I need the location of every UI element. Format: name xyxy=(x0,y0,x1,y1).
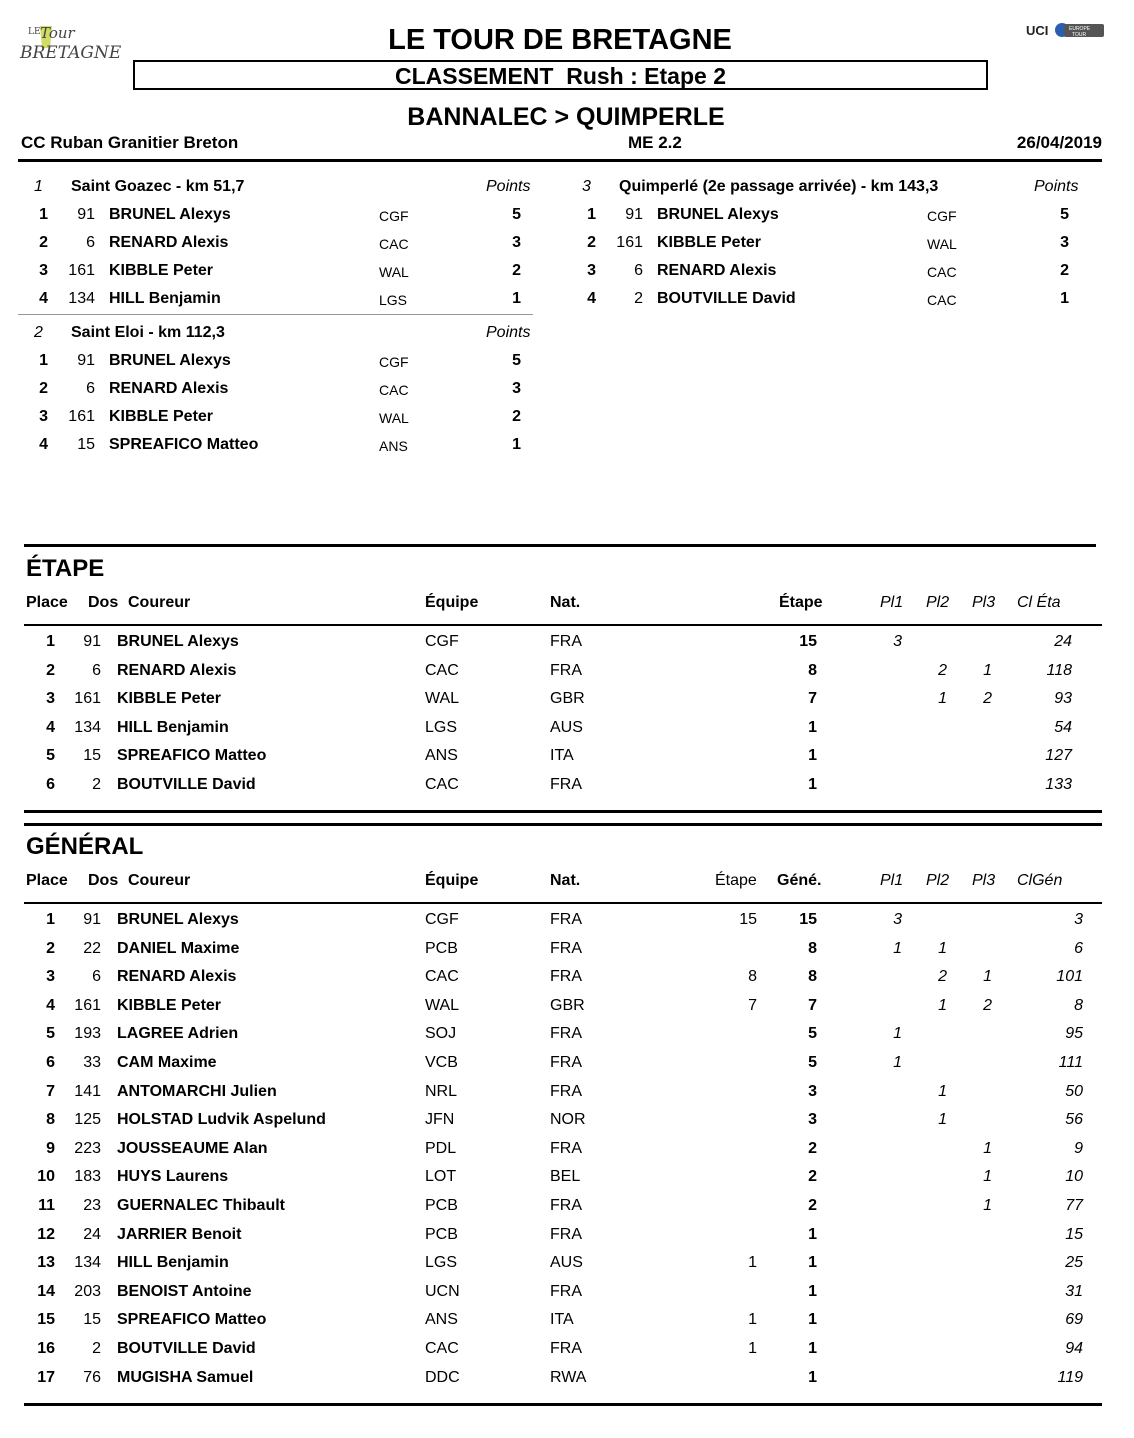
general-points: 5 xyxy=(808,1054,817,1071)
rider-team: LGS xyxy=(425,1254,458,1272)
rider-bib: 24 xyxy=(83,1225,101,1243)
sprint-title: Saint Eloi - km 112,3 xyxy=(71,324,225,341)
rider-bib: 203 xyxy=(74,1282,101,1300)
rider-place: 1 xyxy=(39,352,48,369)
general-rank: 25 xyxy=(1065,1254,1083,1272)
rider-name: BRUNEL Alexys xyxy=(109,206,231,223)
svg-text:LE: LE xyxy=(28,27,41,37)
rider-place: 1 xyxy=(46,633,55,650)
col-place: Place xyxy=(26,594,68,611)
sprint1-points: 1 xyxy=(893,939,902,957)
rider-place: 2 xyxy=(39,380,48,397)
rider-name: KIBBLE Peter xyxy=(117,690,222,708)
col-pl3: Pl3 xyxy=(972,872,996,889)
rider-team: LOT xyxy=(425,1168,457,1186)
general-points: 1 xyxy=(808,1225,817,1243)
rider-team: CGF xyxy=(425,911,459,928)
rider-place: 3 xyxy=(39,408,48,425)
rider-bib: 193 xyxy=(74,1025,101,1043)
general-rank: 10 xyxy=(1065,1168,1083,1186)
rider-nationality: NOR xyxy=(550,1111,586,1129)
sprint3-points: 1 xyxy=(983,1197,992,1214)
svg-text:Tour: Tour xyxy=(40,24,75,42)
rider-bib: 91 xyxy=(77,352,95,369)
rider-bib: 91 xyxy=(83,911,101,928)
rider-place: 11 xyxy=(38,1197,55,1214)
general-rank: 31 xyxy=(1065,1282,1083,1300)
sprint2-points: 2 xyxy=(938,661,947,679)
rider-place: 4 xyxy=(46,718,55,736)
rider-bib: 6 xyxy=(92,661,101,679)
rider-bib: 6 xyxy=(92,968,101,986)
rider-team: SOJ xyxy=(425,1025,457,1043)
rider-name: BENOIST Antoine xyxy=(117,1282,252,1300)
sprint3-points: 2 xyxy=(983,690,992,708)
rider-nationality: RWA xyxy=(550,1368,587,1386)
classification-subtitle: CLASSEMENT Rush : Etape 2 xyxy=(395,63,726,89)
general-points: 3 xyxy=(808,1082,817,1100)
col-rank: Cl Éta xyxy=(1017,594,1061,611)
rider-team: JFN xyxy=(425,1111,455,1129)
rider-team: LGS xyxy=(379,292,408,308)
rider-name: BRUNEL Alexys xyxy=(117,911,239,928)
sprint1-points: 1 xyxy=(893,1054,902,1071)
rider-team: WAL xyxy=(425,996,460,1014)
general-points: 1 xyxy=(808,1368,817,1386)
rider-name: JARRIER Benoit xyxy=(117,1225,242,1243)
rider-team: CAC xyxy=(379,236,409,252)
page-title: LE TOUR DE BRETAGNE xyxy=(388,24,732,56)
rider-nationality: ITA xyxy=(550,1311,574,1329)
rider-bib: 161 xyxy=(68,262,95,279)
rider-team: PDL xyxy=(425,1139,457,1157)
sprint2-points: 1 xyxy=(938,690,947,708)
rider-place: 1 xyxy=(39,206,48,223)
rider-nationality: GBR xyxy=(550,690,585,708)
rider-team: WAL xyxy=(425,690,460,708)
rider-bib: 134 xyxy=(74,1254,101,1272)
rider-nationality: FRA xyxy=(550,1054,582,1071)
rider-place: 4 xyxy=(39,436,48,453)
rider-nationality: FRA xyxy=(550,1025,582,1043)
rider-nationality: FRA xyxy=(550,1082,582,1100)
general-points: 2 xyxy=(808,1168,817,1186)
general-rank: 95 xyxy=(1065,1025,1083,1043)
rider-bib: 2 xyxy=(92,1340,101,1357)
rider-name: ANTOMARCHI Julien xyxy=(117,1082,277,1100)
race-date: 26/04/2019 xyxy=(1016,133,1102,152)
stage-points: 15 xyxy=(739,911,757,928)
rider-bib: 161 xyxy=(616,234,643,251)
rider-bib: 141 xyxy=(74,1082,101,1100)
rider-nationality: FRA xyxy=(550,939,582,957)
general-rank: 101 xyxy=(1056,968,1083,986)
rider-place: 4 xyxy=(587,290,596,307)
rider-nationality: FRA xyxy=(550,1340,582,1357)
rider-points: 3 xyxy=(1060,234,1069,251)
rider-place: 14 xyxy=(37,1282,55,1300)
stage-points: 1 xyxy=(808,718,817,736)
rider-points: 3 xyxy=(512,380,521,397)
rider-place: 4 xyxy=(39,290,48,307)
col-gen: Géné. xyxy=(777,872,822,889)
sprint-title: Quimperlé (2e passage arrivée) - km 143,3 xyxy=(619,178,939,195)
rider-team: DDC xyxy=(425,1368,460,1386)
stage-points: 7 xyxy=(748,996,757,1014)
sprint2-points: 1 xyxy=(938,939,947,957)
rider-name: KIBBLE Peter xyxy=(657,234,762,251)
col-rider: Coureur xyxy=(128,872,191,889)
rider-name: JOUSSEAUME Alan xyxy=(117,1139,268,1157)
rider-bib: 91 xyxy=(77,206,95,223)
svg-text:UCI: UCI xyxy=(1026,23,1049,38)
col-place: Place xyxy=(26,872,68,889)
rider-name: HILL Benjamin xyxy=(109,290,221,307)
rider-nationality: GBR xyxy=(550,996,585,1014)
general-points: 7 xyxy=(808,996,817,1014)
general-rank: 3 xyxy=(1074,911,1083,928)
rider-name: KIBBLE Peter xyxy=(109,262,214,279)
col-pl1: Pl1 xyxy=(880,594,904,611)
rider-place: 3 xyxy=(587,262,596,279)
rider-nationality: FRA xyxy=(550,1225,582,1243)
general-rank: 119 xyxy=(1057,1368,1083,1386)
rider-place: 5 xyxy=(46,1025,55,1043)
rider-team: PCB xyxy=(425,1197,458,1214)
rider-team: CGF xyxy=(927,208,957,224)
rider-bib: 33 xyxy=(83,1054,101,1071)
etape-bottom-rule xyxy=(24,810,1102,813)
rider-name: BOUTVILLE David xyxy=(117,1340,256,1357)
stage-points: 7 xyxy=(808,690,817,708)
etape-header-rule xyxy=(24,624,1102,626)
stage-rank: 127 xyxy=(1045,747,1072,765)
sprint2-points: 2 xyxy=(938,968,947,986)
rider-place: 5 xyxy=(46,747,55,765)
rider-place: 3 xyxy=(39,262,48,279)
general-top-rule xyxy=(24,823,1102,826)
col-stage: Étape xyxy=(715,872,757,889)
rider-bib: 6 xyxy=(86,234,95,251)
general-points: 1 xyxy=(808,1282,817,1300)
rider-team: CAC xyxy=(927,264,957,280)
rider-bib: 23 xyxy=(83,1197,101,1214)
general-points: 15 xyxy=(799,911,817,928)
rider-points: 2 xyxy=(512,408,521,425)
rider-team: CAC xyxy=(379,382,409,398)
rider-bib: 2 xyxy=(634,290,643,307)
race-category: ME 2.2 xyxy=(628,133,682,152)
rider-name: SPREAFICO Matteo xyxy=(109,436,259,453)
col-pl2: Pl2 xyxy=(926,594,950,611)
rider-place: 1 xyxy=(46,911,55,928)
col-pl2: Pl2 xyxy=(926,872,950,889)
rider-points: 5 xyxy=(512,206,521,223)
general-bottom-rule xyxy=(24,1403,1102,1406)
rider-place: 4 xyxy=(46,996,55,1014)
etape-top-rule xyxy=(24,544,1096,547)
rider-bib: 6 xyxy=(86,380,95,397)
col-dos: Dos xyxy=(88,594,119,611)
rider-name: HOLSTAD Ludvik Aspelund xyxy=(117,1111,326,1129)
rider-name: KIBBLE Peter xyxy=(109,408,214,425)
header-divider xyxy=(18,159,1102,162)
stage-rank: 54 xyxy=(1054,718,1072,736)
rider-team: UCN xyxy=(425,1282,460,1300)
rider-name: HILL Benjamin xyxy=(117,718,229,736)
stage-rank: 93 xyxy=(1054,690,1072,708)
stage-points: 1 xyxy=(748,1254,757,1272)
stage-points: 1 xyxy=(748,1340,757,1357)
general-points: 1 xyxy=(808,1254,817,1272)
stage-points: 15 xyxy=(799,633,817,650)
svg-text:TOUR: TOUR xyxy=(1072,32,1087,38)
rider-bib: 2 xyxy=(92,776,101,793)
rider-bib: 223 xyxy=(74,1139,101,1157)
rider-team: PCB xyxy=(425,939,458,957)
rider-team: CGF xyxy=(379,354,409,370)
stage-points: 1 xyxy=(808,747,817,765)
sprint-points-header: Points xyxy=(486,324,531,341)
rider-name: CAM Maxime xyxy=(117,1054,217,1071)
col-dos: Dos xyxy=(88,872,119,889)
sprint1-points: 3 xyxy=(893,633,902,650)
rider-points: 1 xyxy=(1060,290,1069,307)
rider-bib: 15 xyxy=(83,747,101,765)
col-rank: ClGén xyxy=(1017,872,1063,889)
rider-nationality: FRA xyxy=(550,633,582,650)
sprint3-points: 1 xyxy=(983,1168,992,1186)
rider-team: NRL xyxy=(425,1082,458,1100)
general-rank: 6 xyxy=(1074,939,1083,957)
rider-place: 7 xyxy=(46,1082,55,1100)
rider-team: WAL xyxy=(927,236,957,252)
rider-place: 6 xyxy=(46,1054,55,1071)
rider-name: LAGREE Adrien xyxy=(117,1025,239,1043)
stage-rank: 24 xyxy=(1054,633,1072,650)
rider-team: WAL xyxy=(379,264,409,280)
stage-points: 1 xyxy=(748,1311,757,1329)
rider-bib: 161 xyxy=(74,996,101,1014)
rider-name: DANIEL Maxime xyxy=(117,939,240,957)
rider-place: 16 xyxy=(37,1340,55,1357)
rider-place: 2 xyxy=(587,234,596,251)
rider-bib: 125 xyxy=(74,1111,101,1129)
rider-name: BOUTVILLE David xyxy=(117,776,256,793)
sprint2-points: 1 xyxy=(938,1111,947,1129)
rider-bib: 6 xyxy=(634,262,643,279)
general-rank: 9 xyxy=(1074,1139,1083,1157)
rider-name: RENARD Alexis xyxy=(117,968,237,986)
stage-route: BANNALEC > QUIMPERLE xyxy=(407,103,725,131)
rider-nationality: FRA xyxy=(550,661,582,679)
col-pl3: Pl3 xyxy=(972,594,996,611)
rider-points: 1 xyxy=(512,290,521,307)
sprint3-points: 1 xyxy=(983,1139,992,1157)
sprint-divider xyxy=(18,314,533,315)
rider-team: VCB xyxy=(425,1054,458,1071)
rider-team: CAC xyxy=(927,292,957,308)
rider-bib: 76 xyxy=(83,1368,101,1386)
rider-nationality: FRA xyxy=(550,776,582,793)
rider-place: 2 xyxy=(46,661,55,679)
rider-team: ANS xyxy=(379,438,408,454)
general-points: 5 xyxy=(808,1025,817,1043)
rider-name: SPREAFICO Matteo xyxy=(117,1311,267,1329)
rider-points: 5 xyxy=(1060,206,1069,223)
rider-points: 1 xyxy=(512,436,521,453)
rider-nationality: FRA xyxy=(550,1139,582,1157)
col-pl1: Pl1 xyxy=(880,872,904,889)
rider-place: 3 xyxy=(46,968,55,986)
general-rank: 8 xyxy=(1074,996,1083,1014)
rider-nationality: AUS xyxy=(550,1254,583,1272)
rider-place: 13 xyxy=(37,1254,55,1272)
general-points: 8 xyxy=(808,968,817,986)
rider-name: BOUTVILLE David xyxy=(657,290,796,307)
rider-bib: 134 xyxy=(74,718,101,736)
rider-team: LGS xyxy=(425,718,458,736)
sprint1-points: 1 xyxy=(893,1025,902,1043)
col-rider: Coureur xyxy=(128,594,191,611)
rider-place: 10 xyxy=(37,1168,55,1186)
sprint2-points: 1 xyxy=(938,996,947,1014)
rider-nationality: ITA xyxy=(550,747,574,765)
rider-place: 3 xyxy=(46,690,55,708)
rider-place: 2 xyxy=(39,234,48,251)
rider-name: SPREAFICO Matteo xyxy=(117,747,267,765)
rider-name: RENARD Alexis xyxy=(657,262,777,279)
organizer: CC Ruban Granitier Breton xyxy=(21,133,239,152)
rider-team: CGF xyxy=(425,633,459,650)
rider-name: RENARD Alexis xyxy=(109,234,229,251)
rider-bib: 183 xyxy=(74,1168,101,1186)
rider-name: RENARD Alexis xyxy=(109,380,229,397)
general-points: 8 xyxy=(808,939,817,957)
general-rank: 69 xyxy=(1065,1311,1083,1329)
rider-points: 2 xyxy=(512,262,521,279)
rider-bib: 91 xyxy=(625,206,643,223)
rider-team: ANS xyxy=(425,747,458,765)
general-points: 1 xyxy=(808,1311,817,1329)
rider-bib: 161 xyxy=(68,408,95,425)
general-points: 1 xyxy=(808,1340,817,1357)
sprint3-points: 2 xyxy=(983,996,992,1014)
general-rank: 56 xyxy=(1065,1111,1083,1129)
etape-section-title: ÉTAPE xyxy=(26,555,105,582)
rider-team: WAL xyxy=(379,410,409,426)
col-stage: Étape xyxy=(779,594,823,611)
rider-points: 3 xyxy=(512,234,521,251)
rider-team: CGF xyxy=(379,208,409,224)
rider-place: 2 xyxy=(46,939,55,957)
stage-points: 1 xyxy=(808,776,817,793)
sprint-number: 1 xyxy=(34,178,43,195)
general-points: 2 xyxy=(808,1197,817,1214)
rider-name: MUGISHA Samuel xyxy=(117,1368,254,1386)
rider-name: HUYS Laurens xyxy=(117,1168,229,1186)
rider-name: HILL Benjamin xyxy=(117,1254,229,1272)
general-points: 2 xyxy=(808,1139,817,1157)
sprint1-points: 3 xyxy=(893,911,902,928)
general-rank: 50 xyxy=(1065,1082,1083,1100)
general-rank: 111 xyxy=(1058,1054,1083,1071)
rider-bib: 161 xyxy=(74,690,101,708)
rider-team: CAC xyxy=(425,776,459,793)
col-team: Équipe xyxy=(425,872,479,889)
rider-bib: 22 xyxy=(83,939,101,957)
stage-points: 8 xyxy=(808,661,817,679)
rider-name: GUERNALEC Thibault xyxy=(117,1197,285,1214)
svg-text:BRETAGNE: BRETAGNE xyxy=(20,43,122,63)
rider-nationality: AUS xyxy=(550,718,583,736)
sprint3-points: 1 xyxy=(983,661,992,679)
col-nat: Nat. xyxy=(550,872,581,889)
sprint-points-header: Points xyxy=(1034,178,1079,195)
rider-place: 15 xyxy=(37,1311,55,1329)
rider-nationality: BEL xyxy=(550,1168,581,1186)
rider-team: ANS xyxy=(425,1311,458,1329)
sprint2-points: 1 xyxy=(938,1082,947,1100)
stage-points: 8 xyxy=(748,968,757,986)
rider-team: CAC xyxy=(425,1340,459,1357)
rider-points: 5 xyxy=(512,352,521,369)
rider-name: KIBBLE Peter xyxy=(117,996,222,1014)
rider-name: BRUNEL Alexys xyxy=(117,633,239,650)
sprint-points-header: Points xyxy=(486,178,531,195)
stage-rank: 118 xyxy=(1046,661,1072,679)
rider-bib: 91 xyxy=(83,633,101,650)
sprint-title: Saint Goazec - km 51,7 xyxy=(71,178,245,195)
rider-place: 8 xyxy=(46,1111,55,1129)
sprint-number: 3 xyxy=(582,178,591,195)
rider-nationality: FRA xyxy=(550,968,582,986)
rider-place: 9 xyxy=(46,1139,55,1157)
col-nat: Nat. xyxy=(550,594,581,611)
rider-place: 12 xyxy=(37,1225,55,1243)
rider-bib: 15 xyxy=(77,436,95,453)
rider-bib: 134 xyxy=(68,290,95,307)
rider-points: 2 xyxy=(1060,262,1069,279)
rider-team: PCB xyxy=(425,1225,458,1243)
rider-team: CAC xyxy=(425,968,459,986)
rider-place: 6 xyxy=(46,776,55,793)
rider-place: 1 xyxy=(587,206,596,223)
general-rank: 15 xyxy=(1065,1225,1083,1243)
sprint-number: 2 xyxy=(34,324,43,341)
rider-name: BRUNEL Alexys xyxy=(109,352,231,369)
general-rank: 94 xyxy=(1065,1340,1083,1357)
rider-name: BRUNEL Alexys xyxy=(657,206,779,223)
sprint3-points: 1 xyxy=(983,968,992,986)
general-section-title: GÉNÉRAL xyxy=(26,833,144,860)
general-header-rule xyxy=(24,902,1102,904)
rider-nationality: FRA xyxy=(550,1197,582,1214)
col-team: Équipe xyxy=(425,594,479,611)
rider-place: 17 xyxy=(37,1368,55,1386)
rider-team: CAC xyxy=(425,661,459,679)
rider-bib: 15 xyxy=(83,1311,101,1329)
general-rank: 77 xyxy=(1065,1197,1083,1214)
rider-name: RENARD Alexis xyxy=(117,661,237,679)
svg-text:EUROPE: EUROPE xyxy=(1069,26,1091,32)
rider-nationality: FRA xyxy=(550,911,582,928)
stage-rank: 133 xyxy=(1045,776,1072,793)
rider-nationality: FRA xyxy=(550,1282,582,1300)
general-points: 3 xyxy=(808,1111,817,1129)
